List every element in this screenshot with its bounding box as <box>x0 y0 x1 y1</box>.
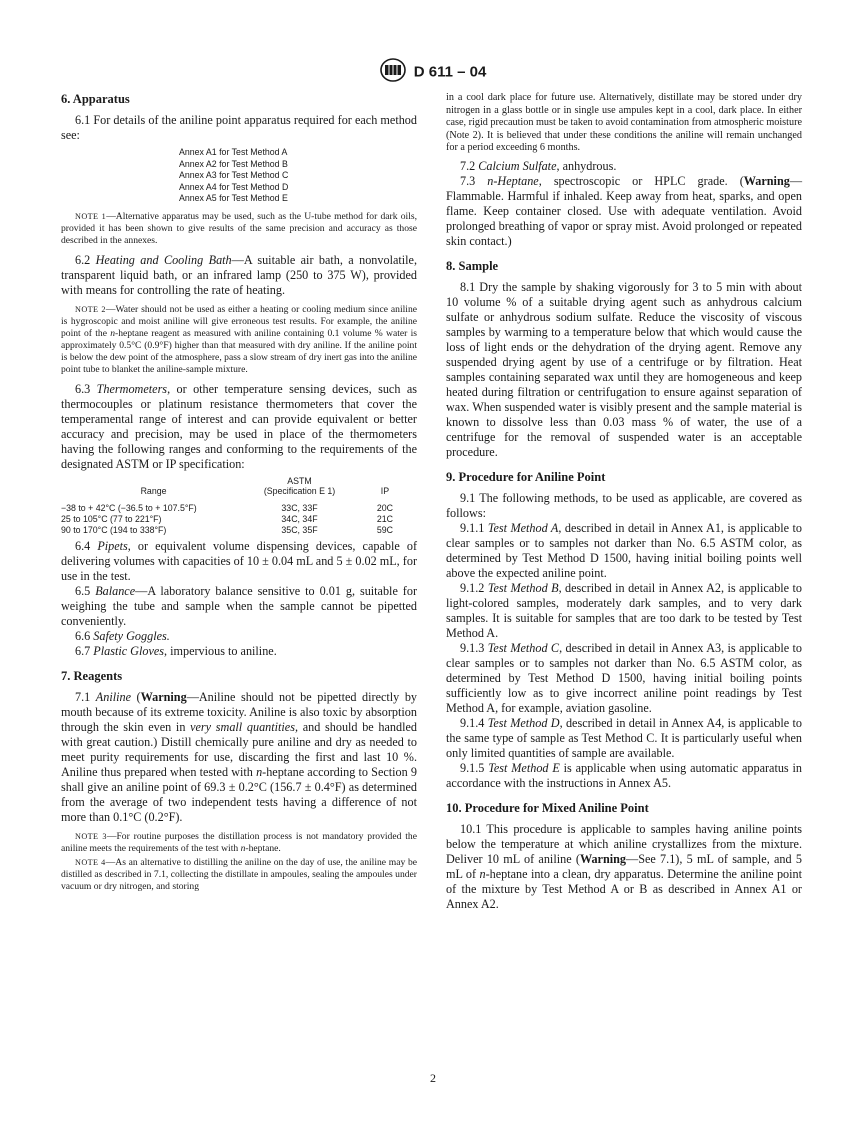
para-6-5: 6.5 Balance—A laboratory balance sensitive to 0.01 g, suitable for weighing the tube and sample when the sample cannot be pipetted conveniently. <box>61 584 418 629</box>
para-10-1: 10.1 This procedure is applicable to samples having aniline points below the temperature at which aniline crystallizes from the mixture. Deliver 10 mL of aniline (Warning—See 7.1), 5 mL of sample, and 5 mL of n-heptane into a clean, dry apparatus. Determine the aniline point of the mixture by Test Method A or B as described in Annex A1 or Annex A2. <box>446 821 803 911</box>
note-3: NOTE 3—For routine purposes the distillation process is not mandatory provided the aniline meets the requirements of the test with n-heptane. <box>61 831 417 855</box>
para-7-1: 7.1 Aniline (Warning—Aniline should not be pipetted directly by mouth because of its extreme toxicity. Aniline is also toxic by absorption through the skin even in very small quantities, and should be handled with great caution.) Distill chemically pure aniline and dry as needed to meet purity requirements for use, discarding the first and last 10 %. Aniline thus prepared when tested with n-heptane according to Section 9 shall give an aniline point of 69.3 ± 0.2°C (156.7 ± 0.4°F) as determined from the average of two independent tests having a difference of not more than 0.1°C (0.2°F). <box>61 690 418 825</box>
note-1: NOTE 1—Alternative apparatus may be used, such as the U-tube method for dark oils, provided it has been shown to give results of the same precision and accuracy as those described in the annexes. <box>61 210 417 246</box>
table-header-astm: ASTM (Specification E 1) <box>263 475 336 497</box>
note-4: NOTE 4—As an alternative to distilling the aniline on the day of use, the aniline may be distilled as described in 7.1, collecting the distillate in ampoules, sealing the ampoules under vacuum or dry nitrogen, and storing <box>61 857 418 893</box>
annex-item: Annex A1 for Test Method A <box>179 147 288 157</box>
thermometer-table <box>61 476 417 536</box>
section-8-heading: 8. Sample <box>446 258 499 273</box>
para-6-3: 6.3 Thermometers, or other temperature sensing devices, such as thermocouples or platinum resistance thermometers that cover the temperamental range of interest and can provide equivalent or better accuracy and precision, may be used in place of the thermometers having the following ranges and conforming to the requirements of the designated ASTM or IP specification: <box>61 381 417 471</box>
annex-item: Annex A4 for Test Method D <box>179 181 289 192</box>
para-9-1-5: 9.1.5 Test Method E is applicable when using automatic apparatus in accordance with the instructions in Annex A5. <box>446 760 803 790</box>
right-column <box>446 92 802 912</box>
annex-item: Annex A3 for Test Method C <box>179 170 289 180</box>
document-designation: D 611 – 04 <box>413 63 487 81</box>
para-6-7: 6.7 Plastic Gloves, impervious to aniline. <box>75 644 277 659</box>
section-10-heading: 10. Procedure for Mixed Aniline Point <box>446 800 649 815</box>
astm-logo-icon <box>380 58 406 86</box>
annex-item: Annex A5 for Test Method E <box>179 193 288 203</box>
para-6-1: 6.1 For details of the aniline point apparatus required for each method see: <box>61 113 417 142</box>
page-number: 2 <box>430 1071 436 1085</box>
para-9-1: 9.1 The following methods, to be used as applicable, are covered as follows: <box>446 490 802 520</box>
para-9-1-2: 9.1.2 Test Method B, described in detail in Annex A2, is applicable to light-colored samples, moderately dark samples, and to very dark samples. It is suitable for samples that are too dark to be tested by Test Method A. <box>446 580 803 640</box>
annex-list <box>61 147 417 205</box>
para-9-1-4: 9.1.4 Test Method D, described in detail in Annex A4, is applicable to the same type of sample as Test Method C. It is particularly useful when only limited quantities of sample are available. <box>446 715 802 760</box>
table-row: 25 to 105°C (77 to 221°F) 34C, 34F 21C <box>61 513 394 524</box>
table-row: −38 to + 42°C (−36.5 to + 107.5°F) 33C, 33F 20C <box>61 503 394 514</box>
para-6-4: 6.4 Pipets, or equivalent volume dispensing devices, capable of delivering volumes with capacities of 10 ± 0.04 mL and 5 ± 0.02 mL, for use in the test. <box>61 539 418 584</box>
para-9-1-1: 9.1.1 Test Method A, described in detail in Annex A1, is applicable to clear samples or to samples not darker than No. 6.5 ASTM color, as determined by Test Method D 1500, having initial boiling points well above the expected aniline point. <box>446 520 802 580</box>
annex-item: Annex A2 for Test Method B <box>179 158 288 169</box>
para-6-6: 6.6 Safety Goggles. <box>75 629 170 644</box>
section-7-heading: 7. Reagents <box>61 669 123 684</box>
table-row: 90 to 170°C (194 to 338°F) 35C, 35F 59C <box>61 524 394 535</box>
para-9-1-3: 9.1.3 Test Method C, described in detail in Annex A3, is applicable to clear samples or to samples not darker than No. 6.5 ASTM color, as determined by Test Method D 1500, having initial boiling points sufficiently low as to give incorrect aniline point readings by Test Method A, for example, aviation gasoline. <box>446 640 802 715</box>
table-header-range: Range <box>140 486 167 497</box>
section-9-heading: 9. Procedure for Aniline Point <box>446 469 606 484</box>
note-2: NOTE 2—Water should not be used as either a heating or cooling medium since aniline is hygroscopic and moist aniline will give erroneous test results. For example, the aniline point of the n-heptane reagent as measured with aniline containing 0.1 volume % water is approximately 0.5°C (0.9°F) higher than that measured with dry aniline. If the aniline point is below the dew point of the atmosphere, pass a slow stream of dry inert gas into the aniline point tube to blanket the aniline-sample mixture. <box>61 303 418 375</box>
page-header <box>0 58 866 86</box>
para-8-1: 8.1 Dry the sample by shaking vigorously for 3 to 5 min with about 10 volume % of a suitable drying agent such as anhydrous calcium sulfate or anhydrous sodium sulfate. Reduce the viscosity of viscous samples by warming to a temperature below that which would cause the loss of light ends or the dehydration of the drying agent. Remove any suspended drying agent by use of a centrifuge or by filtration. Heat samples containing separated wax until they are homogeneous and keep heated during filtration or centrifugation to ensure against separation of wax. When suspended water is visibly present and the sample material is known to dissolve less than 0.03 mass % of water, the use of a centrifuge for the removal of suspended water is an acceptable procedure. <box>446 279 802 459</box>
section-6-heading: 6. Apparatus <box>61 92 130 106</box>
para-7-3: 7.3 n-Heptane, spectroscopic or HPLC grade. (Warning—Flammable. Harmful if inhaled. Keep away from heat, sparks, and open flame. Keep container closed. Use with adequate ventilation. Avoid prolonged breathing of vapor or spray mist. Avoid prolonged or repeated skin contact.) <box>446 173 803 248</box>
para-7-2: 7.2 Calcium Sulfate, anhydrous. <box>460 158 617 173</box>
note-4-continued: in a cool dark place for future use. Alternatively, distillate may be stored under dry nitrogen in a glass bottle or in single use ampules kept in a cool, dark place. In either case, rigid precaution must be taken to avoid contamination from atmospheric moisture (Note 2). It is believed that under these conditions the aniline will remain unchanged for a period exceeding 6 months. <box>446 92 802 154</box>
left-column <box>61 92 417 899</box>
para-6-2: 6.2 Heating and Cooling Bath—A suitable air bath, a nonvolatile, transparent liquid bath, or an infrared lamp (250 to 375 W), provided with means for controlling the rate of heating. <box>61 252 417 297</box>
table-header-ip: IP <box>380 486 390 497</box>
